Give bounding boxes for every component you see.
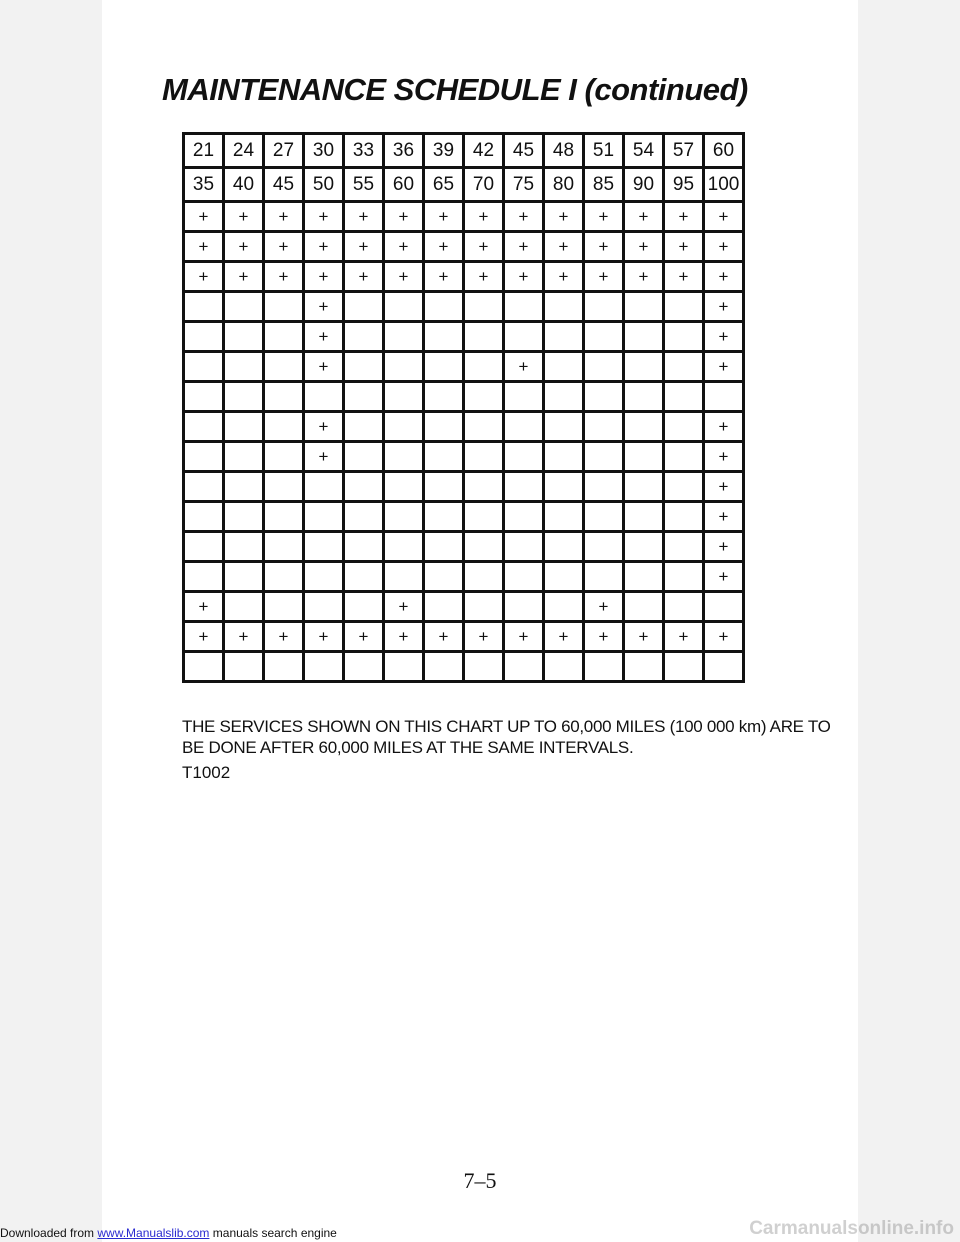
service-cell: + xyxy=(704,502,744,532)
header-cell: 27 xyxy=(264,134,304,168)
service-cell xyxy=(224,382,264,412)
service-cell xyxy=(584,472,624,502)
service-cell xyxy=(504,562,544,592)
service-cell: + xyxy=(224,262,264,292)
service-cell xyxy=(464,652,504,682)
service-cell xyxy=(624,562,664,592)
service-cell xyxy=(344,592,384,622)
service-cell xyxy=(584,382,624,412)
header-cell: 45 xyxy=(504,134,544,168)
service-cell xyxy=(504,322,544,352)
service-cell xyxy=(304,502,344,532)
service-cell xyxy=(664,352,704,382)
service-cell xyxy=(664,502,704,532)
table-row xyxy=(184,532,744,562)
service-cell xyxy=(544,292,584,322)
service-cell xyxy=(384,412,424,442)
service-cell xyxy=(224,352,264,382)
table-row xyxy=(184,202,744,232)
service-cell xyxy=(184,322,224,352)
service-cell xyxy=(544,412,584,442)
service-cell xyxy=(504,532,544,562)
service-cell xyxy=(344,322,384,352)
service-cell: + xyxy=(704,262,744,292)
header-cell: 80 xyxy=(544,168,584,202)
service-cell xyxy=(544,592,584,622)
service-cell xyxy=(224,532,264,562)
service-cell: + xyxy=(424,622,464,652)
service-cell: + xyxy=(624,622,664,652)
service-cell: + xyxy=(304,442,344,472)
service-cell: + xyxy=(584,232,624,262)
service-cell xyxy=(504,502,544,532)
service-cell xyxy=(584,502,624,532)
service-cell: + xyxy=(384,262,424,292)
watermark: Carmanualsonline.info xyxy=(749,1218,954,1239)
service-cell: + xyxy=(664,202,704,232)
service-cell xyxy=(584,352,624,382)
service-cell xyxy=(384,292,424,322)
table-row xyxy=(184,472,744,502)
service-cell xyxy=(464,592,504,622)
service-cell xyxy=(344,442,384,472)
header-cell: 85 xyxy=(584,168,624,202)
service-cell xyxy=(224,472,264,502)
service-cell xyxy=(184,652,224,682)
service-cell xyxy=(424,352,464,382)
service-cell xyxy=(224,652,264,682)
header-cell: 95 xyxy=(664,168,704,202)
service-cell xyxy=(184,472,224,502)
service-cell: + xyxy=(504,262,544,292)
table-row xyxy=(184,232,744,262)
table-row xyxy=(184,652,744,682)
service-cell: + xyxy=(344,262,384,292)
service-cell xyxy=(624,352,664,382)
service-cell xyxy=(464,352,504,382)
service-cell xyxy=(544,532,584,562)
service-cell xyxy=(464,382,504,412)
service-cell: + xyxy=(184,232,224,262)
service-cell xyxy=(224,292,264,322)
service-cell: + xyxy=(664,262,704,292)
service-cell: + xyxy=(504,202,544,232)
service-cell xyxy=(224,502,264,532)
service-cell: + xyxy=(704,442,744,472)
service-cell xyxy=(624,382,664,412)
table-row xyxy=(184,502,744,532)
service-cell xyxy=(544,502,584,532)
service-cell xyxy=(544,442,584,472)
service-cell: + xyxy=(584,262,624,292)
header-cell: 60 xyxy=(384,168,424,202)
service-cell xyxy=(504,382,544,412)
service-cell xyxy=(344,292,384,322)
service-cell xyxy=(424,292,464,322)
service-cell: + xyxy=(544,622,584,652)
service-cell xyxy=(424,652,464,682)
service-cell xyxy=(304,562,344,592)
table-row xyxy=(184,292,744,322)
header-cell: 60 xyxy=(704,134,744,168)
service-cell: + xyxy=(464,262,504,292)
service-cell xyxy=(464,292,504,322)
service-cell xyxy=(424,592,464,622)
service-cell xyxy=(704,382,744,412)
service-cell xyxy=(184,562,224,592)
page-number: 7–5 xyxy=(463,1168,497,1193)
service-cell: + xyxy=(384,202,424,232)
table-row xyxy=(184,382,744,412)
service-cell xyxy=(344,382,384,412)
service-cell xyxy=(264,592,304,622)
service-cell: + xyxy=(184,622,224,652)
header-row-miles xyxy=(184,134,744,168)
service-cell xyxy=(264,412,304,442)
manualslib-link[interactable]: www.Manualslib.com xyxy=(97,1226,210,1240)
service-cell xyxy=(224,592,264,622)
service-cell xyxy=(264,502,304,532)
footer-suffix: manuals search engine xyxy=(209,1226,337,1240)
service-cell xyxy=(384,352,424,382)
service-cell xyxy=(544,322,584,352)
service-cell xyxy=(624,322,664,352)
service-cell xyxy=(624,592,664,622)
service-cell: + xyxy=(384,232,424,262)
service-cell xyxy=(464,562,504,592)
service-cell xyxy=(664,592,704,622)
service-cell xyxy=(424,472,464,502)
table-row xyxy=(184,592,744,622)
service-cell: + xyxy=(704,322,744,352)
service-cell xyxy=(264,532,304,562)
service-cell: + xyxy=(384,622,424,652)
service-cell xyxy=(664,652,704,682)
service-cell xyxy=(704,652,744,682)
service-cell xyxy=(224,412,264,442)
service-cell xyxy=(344,532,384,562)
service-cell xyxy=(584,562,624,592)
service-cell xyxy=(304,382,344,412)
service-cell xyxy=(384,562,424,592)
service-cell xyxy=(664,322,704,352)
table-row xyxy=(184,322,744,352)
service-cell xyxy=(584,532,624,562)
service-cell: + xyxy=(704,532,744,562)
service-cell xyxy=(504,292,544,322)
service-cell xyxy=(424,322,464,352)
service-cell xyxy=(344,412,384,442)
service-cell: + xyxy=(664,622,704,652)
service-cell: + xyxy=(424,232,464,262)
header-cell: 42 xyxy=(464,134,504,168)
service-cell xyxy=(504,412,544,442)
service-cell xyxy=(624,532,664,562)
service-cell: + xyxy=(184,202,224,232)
service-cell xyxy=(184,502,224,532)
service-cell xyxy=(344,652,384,682)
table-row xyxy=(184,262,744,292)
table-row xyxy=(184,412,744,442)
service-cell xyxy=(624,292,664,322)
left-margin xyxy=(0,0,102,1242)
service-cell: + xyxy=(584,592,624,622)
service-cell: + xyxy=(264,622,304,652)
service-cell xyxy=(264,472,304,502)
service-cell: + xyxy=(544,202,584,232)
service-cell xyxy=(504,652,544,682)
service-cell xyxy=(384,382,424,412)
table-row xyxy=(184,562,744,592)
service-cell: + xyxy=(304,622,344,652)
service-cell xyxy=(384,472,424,502)
service-cell xyxy=(264,322,304,352)
service-cell xyxy=(664,382,704,412)
service-cell xyxy=(344,472,384,502)
service-cell xyxy=(464,442,504,472)
service-cell xyxy=(664,532,704,562)
header-cell: 65 xyxy=(424,168,464,202)
service-cell: + xyxy=(424,202,464,232)
service-cell xyxy=(424,442,464,472)
schedule-body xyxy=(184,134,744,682)
service-cell: + xyxy=(704,622,744,652)
service-cell xyxy=(624,412,664,442)
service-cell: + xyxy=(504,622,544,652)
service-cell xyxy=(664,412,704,442)
service-cell: + xyxy=(464,202,504,232)
service-cell: + xyxy=(544,232,584,262)
service-cell: + xyxy=(704,472,744,502)
header-cell: 70 xyxy=(464,168,504,202)
service-cell: + xyxy=(344,202,384,232)
service-cell xyxy=(224,442,264,472)
service-cell: + xyxy=(704,202,744,232)
header-cell: 24 xyxy=(224,134,264,168)
service-cell xyxy=(264,292,304,322)
header-cell: 48 xyxy=(544,134,584,168)
service-cell xyxy=(704,592,744,622)
service-cell: + xyxy=(304,232,344,262)
service-cell: + xyxy=(224,232,264,262)
header-cell: 54 xyxy=(624,134,664,168)
service-cell: + xyxy=(304,322,344,352)
service-cell xyxy=(464,472,504,502)
service-cell xyxy=(264,442,304,472)
service-cell: + xyxy=(624,232,664,262)
service-cell: + xyxy=(704,562,744,592)
service-cell: + xyxy=(624,262,664,292)
service-cell xyxy=(664,472,704,502)
header-cell: 100 xyxy=(704,168,744,202)
service-cell xyxy=(544,472,584,502)
service-cell: + xyxy=(424,262,464,292)
header-cell: 40 xyxy=(224,168,264,202)
service-cell xyxy=(384,502,424,532)
service-cell: + xyxy=(704,352,744,382)
service-cell xyxy=(424,562,464,592)
service-cell xyxy=(184,532,224,562)
header-row-km xyxy=(184,168,744,202)
header-cell: 21 xyxy=(184,134,224,168)
service-cell xyxy=(424,532,464,562)
download-footer xyxy=(0,1226,337,1240)
service-cell xyxy=(624,652,664,682)
service-cell: + xyxy=(184,262,224,292)
service-cell: + xyxy=(464,622,504,652)
service-cell xyxy=(184,412,224,442)
header-cell: 30 xyxy=(304,134,344,168)
service-cell xyxy=(304,652,344,682)
service-cell xyxy=(464,502,504,532)
service-cell: + xyxy=(504,352,544,382)
header-cell: 90 xyxy=(624,168,664,202)
service-cell xyxy=(624,502,664,532)
table-row xyxy=(184,352,744,382)
service-cell: + xyxy=(224,202,264,232)
header-cell: 39 xyxy=(424,134,464,168)
service-cell: + xyxy=(544,262,584,292)
service-cell xyxy=(544,352,584,382)
service-cell xyxy=(504,472,544,502)
service-cell xyxy=(504,442,544,472)
header-cell: 51 xyxy=(584,134,624,168)
service-cell xyxy=(584,412,624,442)
header-cell: 50 xyxy=(304,168,344,202)
service-cell: + xyxy=(224,622,264,652)
service-cell: + xyxy=(464,232,504,262)
header-cell: 45 xyxy=(264,168,304,202)
header-cell: 55 xyxy=(344,168,384,202)
service-cell xyxy=(544,652,584,682)
table-code: T1002 xyxy=(182,763,231,782)
service-cell xyxy=(304,472,344,502)
header-cell: 35 xyxy=(184,168,224,202)
service-cell: + xyxy=(624,202,664,232)
service-cell xyxy=(424,382,464,412)
service-cell xyxy=(584,652,624,682)
service-cell: + xyxy=(384,592,424,622)
service-cell xyxy=(344,562,384,592)
maintenance-schedule-table xyxy=(182,132,745,683)
header-cell: 57 xyxy=(664,134,704,168)
service-cell xyxy=(504,592,544,622)
service-cell: + xyxy=(264,232,304,262)
service-cell xyxy=(224,322,264,352)
service-cell xyxy=(584,292,624,322)
page-title: MAINTENANCE SCHEDULE I (continued) xyxy=(162,72,748,107)
header-cell: 75 xyxy=(504,168,544,202)
service-cell: + xyxy=(304,352,344,382)
service-cell: + xyxy=(344,232,384,262)
service-cell xyxy=(624,442,664,472)
service-cell: + xyxy=(264,262,304,292)
service-cell xyxy=(184,382,224,412)
service-cell: + xyxy=(344,622,384,652)
service-cell xyxy=(464,412,504,442)
service-cell: + xyxy=(704,232,744,262)
service-cell xyxy=(344,352,384,382)
service-cell xyxy=(184,352,224,382)
service-cell xyxy=(664,562,704,592)
service-cell: + xyxy=(304,292,344,322)
service-cell xyxy=(264,652,304,682)
service-cell xyxy=(544,562,584,592)
service-cell: + xyxy=(184,592,224,622)
service-cell: + xyxy=(304,202,344,232)
service-cell xyxy=(624,472,664,502)
service-cell: + xyxy=(304,262,344,292)
service-cell xyxy=(464,322,504,352)
service-cell xyxy=(184,442,224,472)
service-cell xyxy=(304,532,344,562)
table-row xyxy=(184,442,744,472)
service-cell: + xyxy=(504,232,544,262)
service-cell xyxy=(264,382,304,412)
service-cell: + xyxy=(584,622,624,652)
service-cell xyxy=(264,352,304,382)
service-cell xyxy=(184,292,224,322)
service-cell xyxy=(384,532,424,562)
service-cell xyxy=(384,322,424,352)
service-cell xyxy=(464,532,504,562)
service-cell xyxy=(584,322,624,352)
service-cell: + xyxy=(704,412,744,442)
service-cell: + xyxy=(664,232,704,262)
header-cell: 36 xyxy=(384,134,424,168)
service-cell xyxy=(224,562,264,592)
service-cell xyxy=(664,292,704,322)
service-cell xyxy=(544,382,584,412)
footer-prefix: Downloaded from xyxy=(0,1226,98,1240)
service-cell xyxy=(424,412,464,442)
service-cell xyxy=(664,442,704,472)
schedule-note: THE SERVICES SHOWN ON THIS CHART UP TO 60,000 MILES (100 000 km) ARE TO BE DONE AFTER 60,000 MILES AT THE SAME INTERVALS. xyxy=(182,717,831,757)
service-cell: + xyxy=(264,202,304,232)
service-cell: + xyxy=(584,202,624,232)
service-cell xyxy=(344,502,384,532)
service-cell xyxy=(264,562,304,592)
header-cell: 33 xyxy=(344,134,384,168)
service-cell xyxy=(424,502,464,532)
service-cell: + xyxy=(704,292,744,322)
service-cell xyxy=(304,592,344,622)
service-cell: + xyxy=(304,412,344,442)
service-cell xyxy=(384,442,424,472)
table-row xyxy=(184,622,744,652)
service-cell xyxy=(584,442,624,472)
service-cell xyxy=(384,652,424,682)
